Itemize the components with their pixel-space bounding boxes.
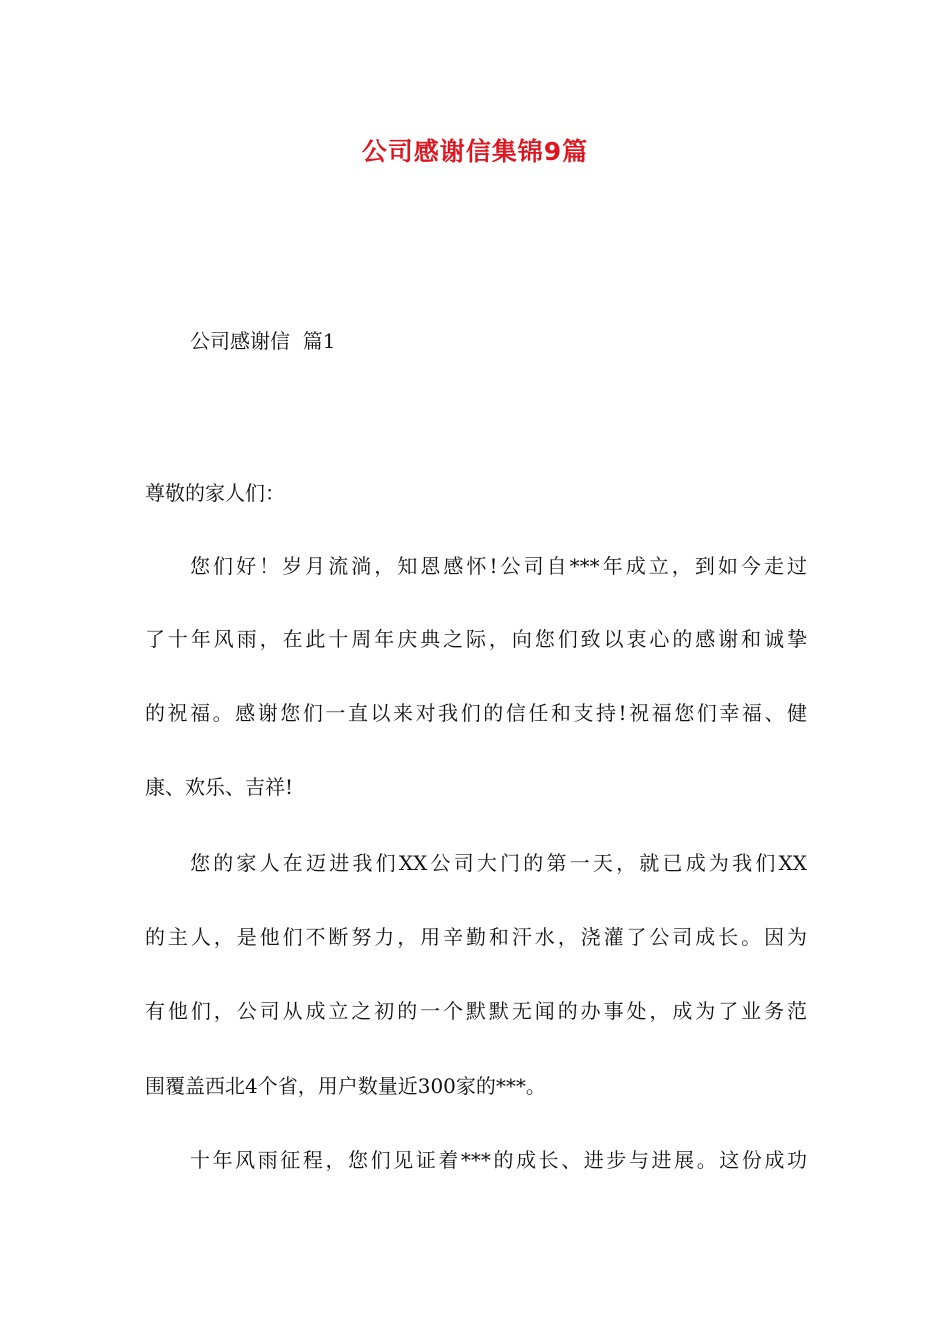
paragraph-1-line-1: 您们好！岁月流淌，知恩感怀!公司自***年成立，到如今走过 xyxy=(190,554,807,578)
paragraph-3-line-1: 十年风雨征程，您们见证着***的成长、进步与进展。这份成功 xyxy=(190,1148,807,1172)
paragraph-1-line-3: 的祝福。感谢您们一直以来对我们的信任和支持!祝福您们幸福、健 xyxy=(145,701,807,725)
paragraph-2-line-1: 您的家人在迈进我们XX公司大门的第一天，就已成为我们XX xyxy=(190,851,807,875)
document-title: 公司感谢信集锦9篇 xyxy=(361,137,589,166)
paragraph-2-line-4: 围覆盖西北4个省，用户数量近300家的***。 xyxy=(145,1074,546,1098)
section-heading: 公司感谢信 篇1 xyxy=(190,329,336,353)
paragraph-2-line-3: 有他们，公司从成立之初的一个默默无闻的办事处，成为了业务范 xyxy=(145,999,807,1023)
paragraph-1-line-4: 康、欢乐、吉祥! xyxy=(145,775,294,799)
salutation: 尊敬的家人们： xyxy=(145,481,285,505)
paragraph-1-line-2: 了十年风雨，在此十周年庆典之际，向您们致以衷心的感谢和诚挚 xyxy=(145,627,807,651)
paragraph-2-line-2: 的主人，是他们不断努力，用辛勤和汗水，浇灌了公司成长。因为 xyxy=(145,925,807,949)
